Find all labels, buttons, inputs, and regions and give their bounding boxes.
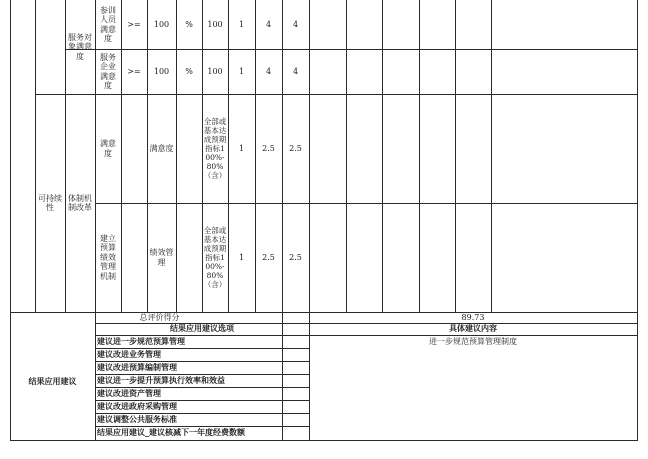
operator-cell: >=	[127, 19, 141, 29]
standard-cell: 满意度	[149, 143, 174, 153]
indicator-cell: 建立预算绩效管理机制	[100, 233, 116, 281]
score-cell: 4	[265, 19, 272, 29]
weight-cell: 1	[238, 19, 245, 29]
indicator-cell: 服务企业满意度	[100, 52, 116, 90]
got-score-cell: 4	[292, 19, 299, 29]
content-header: 具体建议内容	[449, 323, 497, 334]
score-cell: 2.5	[262, 143, 275, 153]
target-cell: 100	[153, 66, 170, 76]
got-score-cell: 2.5	[289, 252, 302, 262]
got-score-cell: 2.5	[289, 143, 302, 153]
weight-cell: 1	[238, 143, 245, 153]
sub-category-cell: 服务对象满意度	[68, 32, 92, 61]
recommend-option: 建议进一步提升预算执行效率和效益	[97, 374, 225, 385]
sub-category-cell: 体制机制改革	[68, 193, 92, 212]
recommend-option: 建议改进预算编制管理	[97, 361, 177, 372]
recommend-content: 进一步规范预算管理制度	[429, 336, 517, 346]
total-score-value: 89.73	[461, 312, 485, 322]
actual-cell: 100	[207, 19, 223, 29]
indicator-cell: 满意度	[100, 139, 116, 158]
category-cell: 可持续性	[38, 193, 62, 212]
standard-cell: 绩效管理	[149, 248, 174, 267]
score-cell: 4	[265, 66, 272, 76]
evaluation-table	[10, 0, 638, 441]
unit-cell: %	[185, 66, 193, 76]
total-score-label: 总评价得分	[139, 312, 180, 322]
weight-cell: 1	[238, 252, 245, 262]
actual-cell: 100	[207, 66, 223, 76]
target-cell: 100	[153, 19, 170, 29]
rule-cell: 全部或基本达成预期指标100%-80%（含）	[203, 226, 227, 289]
recommend-option: 建议改进政府采购管理	[97, 400, 177, 411]
rule-cell: 全部或基本达成预期指标100%-80%（含）	[203, 117, 227, 180]
score-cell: 2.5	[262, 252, 275, 262]
operator-cell: >=	[127, 66, 141, 76]
recommend-option: 建议改进业务管理	[97, 348, 161, 359]
unit-cell: %	[185, 19, 193, 29]
got-score-cell: 4	[292, 66, 299, 76]
recommend-option: 建议进一步规范预算管理	[97, 335, 185, 346]
options-header: 结果应用建议选项	[170, 323, 234, 334]
recommend-option: 建议改进资产管理	[97, 387, 161, 398]
recommend-option: 结果应用建议_建议核减下一年度经费数额	[97, 427, 245, 438]
weight-cell: 1	[238, 66, 245, 76]
recommend-section-label: 结果应用建议	[28, 375, 77, 386]
recommend-option: 建议调整公共服务标准	[97, 413, 177, 424]
indicator-cell: 参训人员满意度	[100, 5, 116, 43]
